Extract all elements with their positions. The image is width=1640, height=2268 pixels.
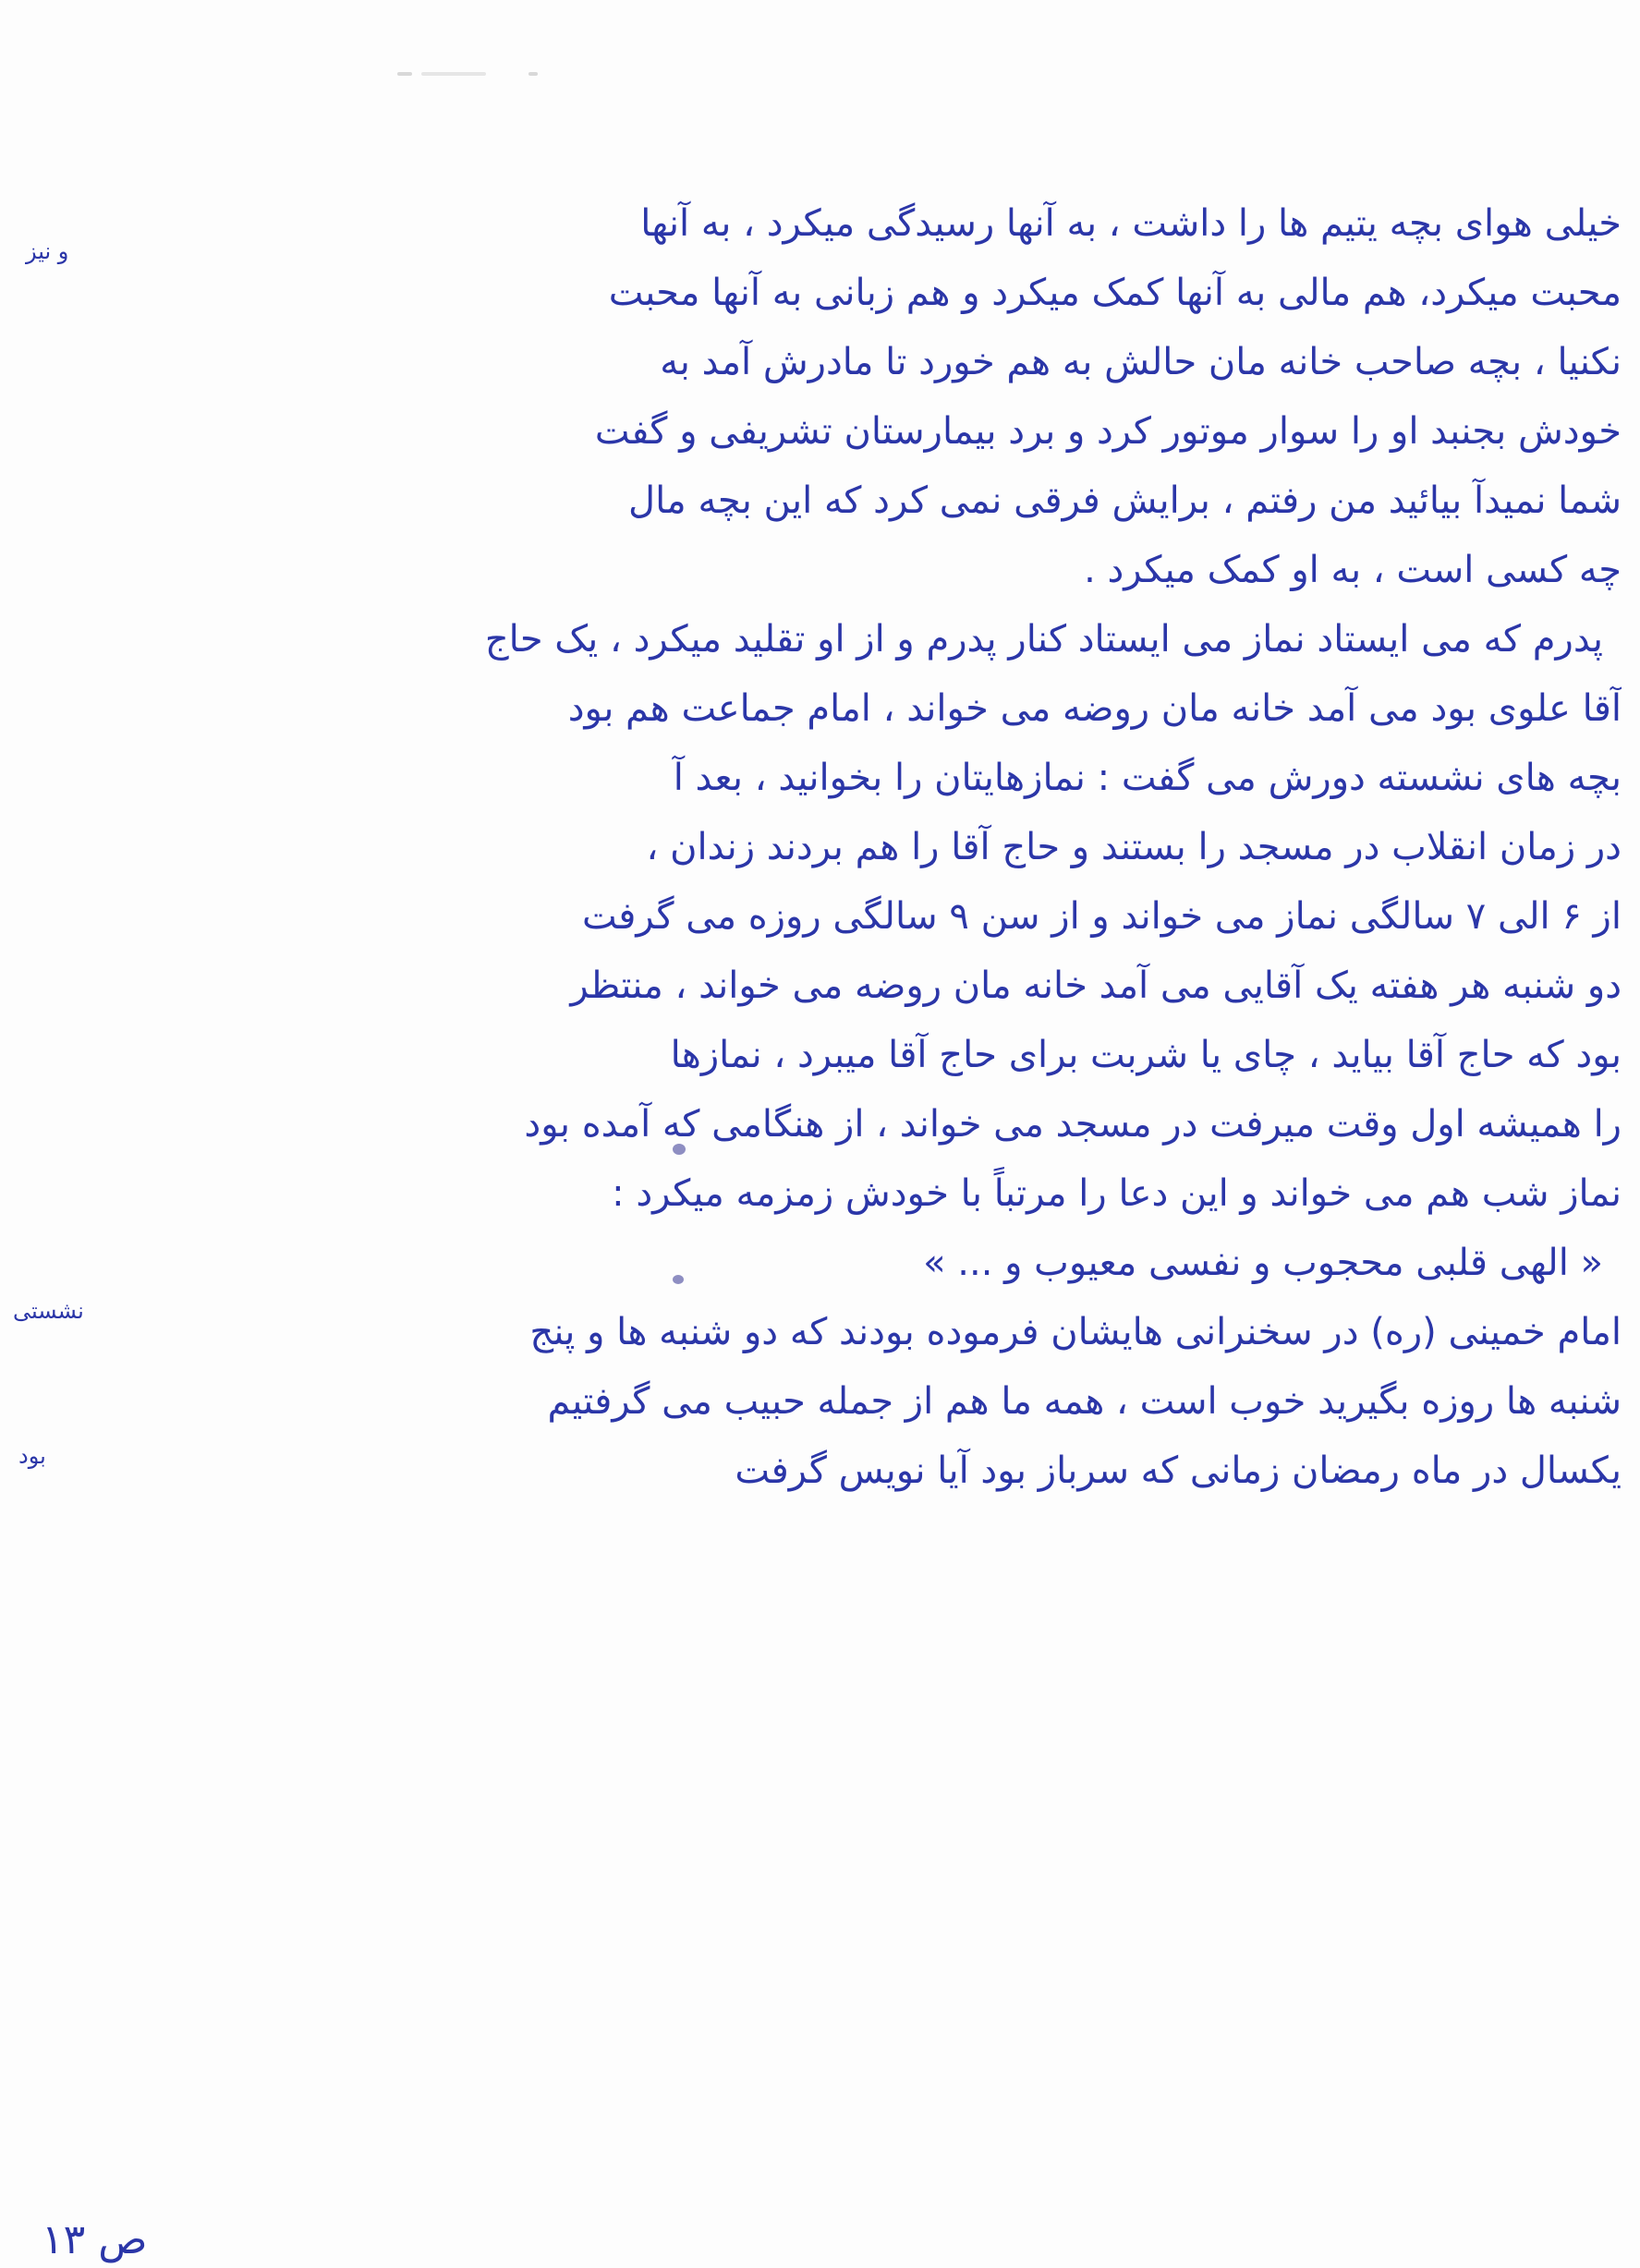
- text-line: امام خمینی (ره) در سخنرانی هایشان فرموده بودند که دو شنبه ها و پنج: [529, 1311, 1622, 1353]
- text-line: دو شنبه هر هفته یک آقایی می آمد خانه مان روضه می خواند ، منتظر: [570, 964, 1622, 1007]
- text-line: پدرم که می ایستاد نماز می ایستاد کنار پدرم و از او تقلید میکرد ، یک حاج: [484, 618, 1603, 661]
- text-line: را همیشه اول وقت میرفت در مسجد می خواند ، از هنگامی که آمده بود: [524, 1103, 1622, 1146]
- text-line: « الهی قلبی محجوب و نفسی معیوب و ... »: [923, 1242, 1603, 1284]
- page-number: ص ۱۳: [42, 2216, 148, 2263]
- punch-hole-mark: [528, 72, 538, 76]
- punch-hole-mark: [421, 72, 486, 76]
- text-line: خودش بجنبد او را سوار موتور کرد و برد بیمارستان تشریفی و گفت: [594, 410, 1622, 453]
- text-line: یکسال در ماه رمضان زمانی که سرباز بود آیا نویس گرفت: [735, 1449, 1622, 1492]
- text-line: بچه های نشسته دورش می گفت : نمازهایتان را بخوانید ، بعد آ: [673, 757, 1622, 799]
- text-line: نکنیا ، بچه صاحب خانه مان حالش به هم خورد تا مادرش آمد به: [660, 341, 1622, 383]
- punch-hole-mark: [397, 72, 412, 76]
- text-line: از ۶ الی ۷ سالگی نماز می خواند و از سن ۹ سالگی روزه می گرفت: [582, 895, 1622, 938]
- handwritten-text: [18, 189, 1622, 1506]
- text-line: خیلی هوای بچه یتیم ها را داشت ، به آنها رسیدگی میکرد ، به آنها: [640, 202, 1622, 245]
- text-line: نماز شب هم می خواند و این دعا را مرتباً با خودش زمزمه میکرد :: [612, 1172, 1622, 1215]
- text-line: چه کسی است ، به او کمک میکرد .: [1084, 549, 1622, 591]
- marginal-note: بود: [18, 1443, 46, 1469]
- text-line: بود که حاج آقا بیاید ، چای یا شربت برای حاج آقا میبرد ، نمازها: [670, 1034, 1622, 1076]
- text-line: شما نمیدآ بیائید من رفتم ، برایش فرقی نمی کرد که این بچه مال: [628, 479, 1622, 522]
- marginal-note: نشستی: [13, 1298, 84, 1324]
- text-line: در زمان انقلاب در مسجد را بستند و حاج آقا را هم بردند زندان ،: [646, 826, 1622, 868]
- text-line: آقا علوی بود می آمد خانه مان روضه می خواند ، امام جماعت هم بود: [567, 687, 1622, 730]
- text-line: محبت میکرد، هم مالی به آنها کمک میکرد و هم زبانی به آنها محبت: [608, 272, 1622, 314]
- marginal-note: و نیز: [26, 238, 69, 264]
- text-line: شنبه ها روزه بگیرید خوب است ، همه ما هم از جمله حبیب می گرفتیم: [547, 1380, 1622, 1423]
